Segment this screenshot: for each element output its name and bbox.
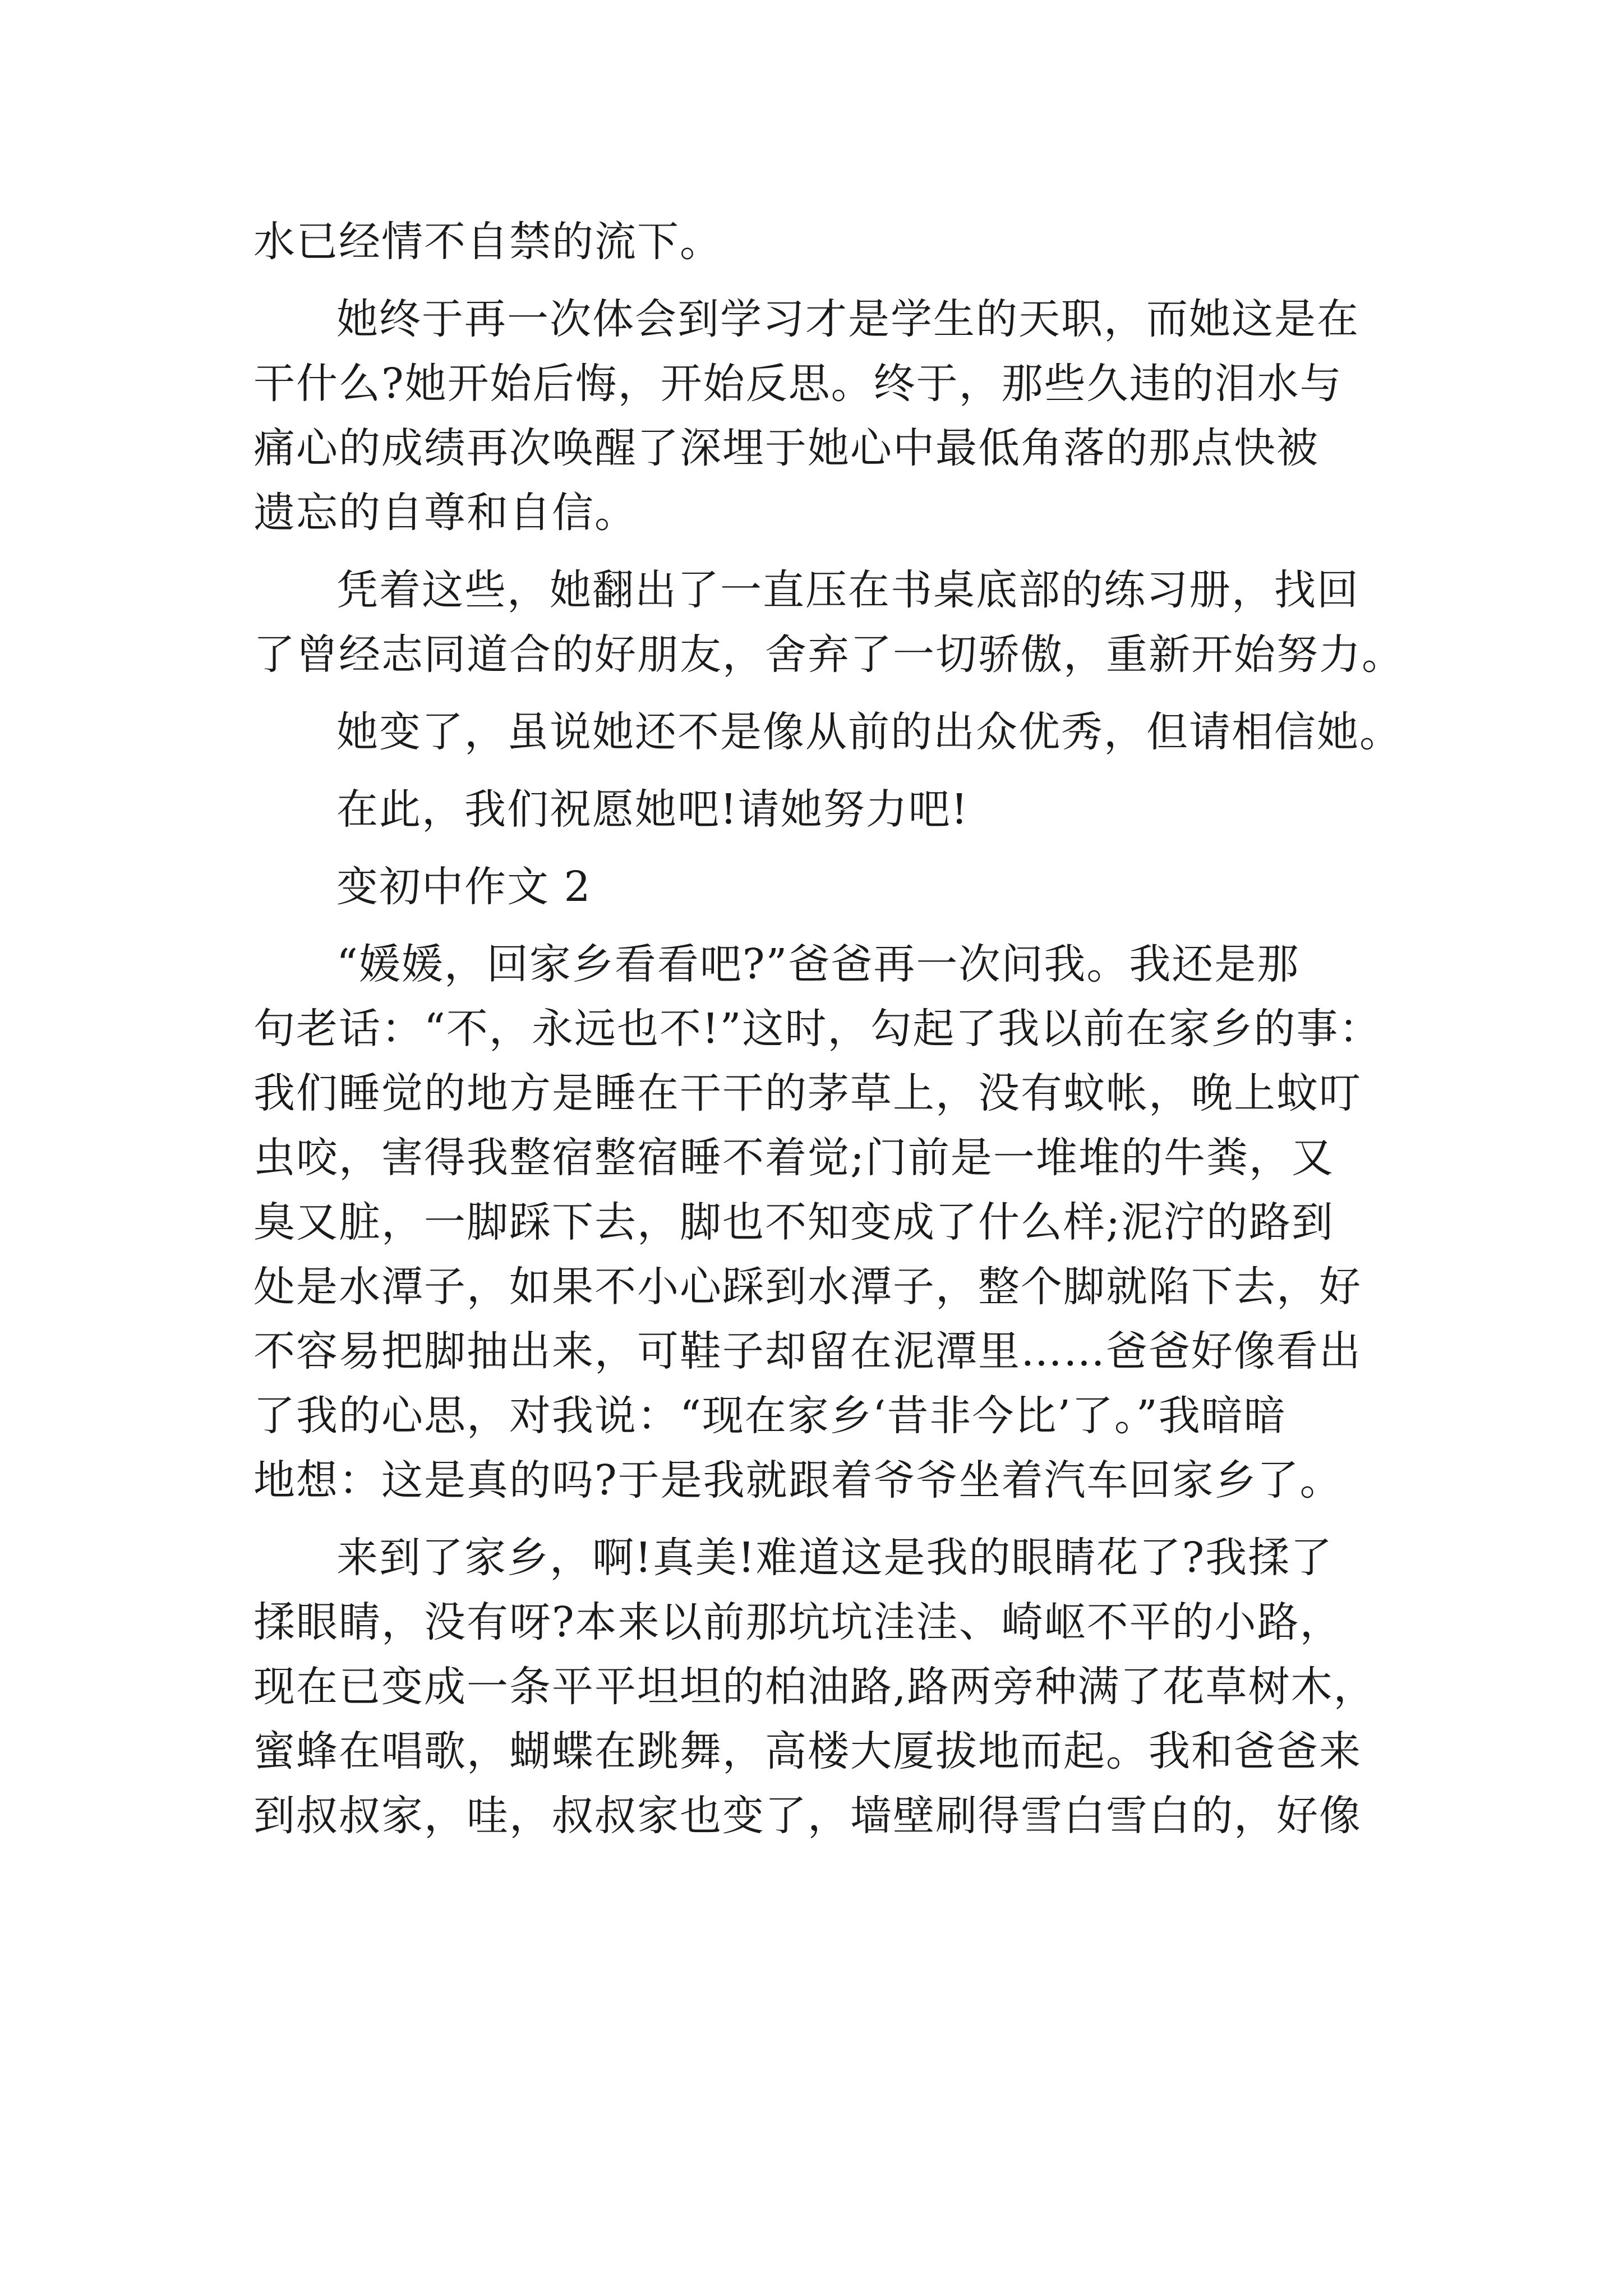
text-line: 我们睡觉的地方是睡在干干的茅草上，没有蚊帐，晚上蚊叮 xyxy=(253,1069,1362,1117)
text-line: 处是水潭子，如果不小心踩到水潭子，整个脚就陷下去，好 xyxy=(253,1263,1362,1311)
text-line: 到叔叔家，哇，叔叔家也变了，墙壁刷得雪白雪白的，好像 xyxy=(253,1792,1362,1840)
text-line: 地想：这是真的吗?于是我就跟着爷爷坐着汽车回家乡了。 xyxy=(253,1456,1343,1504)
text-line: 句老话：“不，永远也不!”这时，勾起了我以前在家乡的事： xyxy=(253,1005,1382,1053)
section-heading: 变初中作文 2 xyxy=(336,863,592,911)
text-line: “媛媛，回家乡看看吧?”爸爸再一次问我。我还是那 xyxy=(336,940,1300,988)
text-line: 不容易把脚抽出来，可鞋子却留在泥潭里……爸爸好像看出 xyxy=(253,1327,1362,1375)
text-line: 干什么?她开始后悔，开始反思。终于，那些久违的泪水与 xyxy=(253,360,1343,408)
text-line: 她终于再一次体会到学习才是学生的天职，而她这是在 xyxy=(336,295,1359,343)
text-line: 痛心的成绩再次唤醒了深埋于她心中最低角落的那点快被 xyxy=(253,424,1319,472)
text-line: 虫咬，害得我整宿整宿睡不着觉;门前是一堆堆的牛粪，又 xyxy=(253,1134,1334,1182)
text-line: 蜜蜂在唱歌，蝴蝶在跳舞，高楼大厦拔地而起。我和爸爸来 xyxy=(253,1727,1362,1775)
text-line: 凭着这些，她翻出了一直压在书桌底部的练习册，找回 xyxy=(336,566,1359,614)
text-line: 遗忘的自尊和自信。 xyxy=(253,489,637,537)
text-line: 水已经情不自禁的流下。 xyxy=(253,218,722,266)
text-line: 臭又脏，一脚踩下去，脚也不知变成了什么样;泥泞的路到 xyxy=(253,1198,1334,1246)
text-line: 她变了，虽说她还不是像从前的出众优秀，但请相信她。 xyxy=(336,708,1402,756)
text-line: 现在已变成一条平平坦坦的柏油路,路两旁种满了花草树木， xyxy=(253,1663,1376,1711)
document-body xyxy=(253,210,1404,1848)
text-line: 在此，我们祝愿她吧!请她努力吧! xyxy=(336,785,969,834)
text-line: 揉眼睛，没有呀?本来以前那坑坑洼洼、崎岖不平的小路， xyxy=(253,1598,1343,1646)
text-line: 了曾经志同道合的好朋友，舍弃了一切骄傲，重新开始努力。 xyxy=(253,631,1404,679)
text-line: 了我的心思，对我说：“现在家乡‘昔非今比’了。”我暗暗 xyxy=(253,1392,1287,1440)
text-line: 来到了家乡，啊!真美!难道这是我的眼睛花了?我揉了 xyxy=(336,1534,1334,1582)
